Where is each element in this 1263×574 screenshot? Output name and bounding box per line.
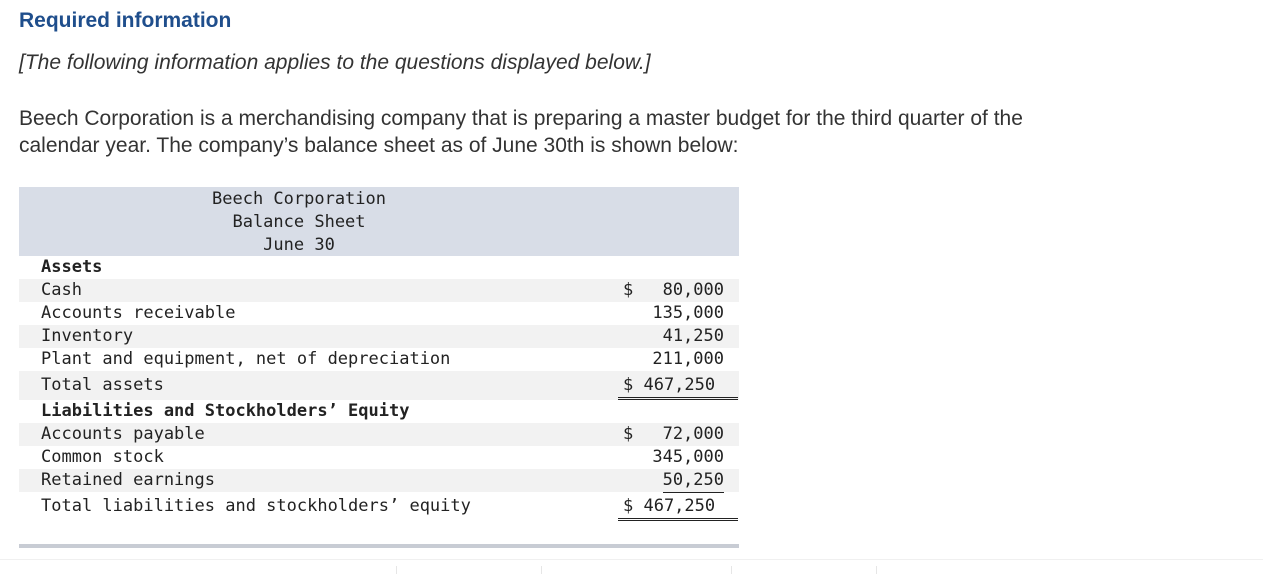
row-label: Retained earnings [41,470,215,490]
applies-note: [The following information applies to the questions displayed below.] [19,51,651,74]
total-liabilities-row [19,492,739,521]
row-amount: 72,000 [662,424,724,444]
row-label: Common stock [41,447,164,467]
row-label: Accounts receivable [41,303,236,323]
row-amount: 135,000 [652,303,724,323]
intro-paragraph [19,105,1199,159]
required-information-title: Required information [19,9,232,32]
table-row [19,423,739,446]
liabilities-heading: Liabilities and Stockholders’ Equity [41,401,410,421]
table-row [19,279,739,302]
intro-line-2: calendar year. The company’s balance sheet as of June 30th is shown below: [19,134,739,157]
row-amount: 80,000 [662,280,724,300]
total-assets-label: Total assets [41,375,164,395]
total-assets-value: $ 467,250 [623,375,716,395]
row-label: Accounts payable [41,424,205,444]
table-row [19,446,739,469]
divider-tick [541,566,542,574]
dollar-sign: $ [623,280,634,300]
assets-heading: Assets [41,257,103,277]
row-amount: 50,250 [663,469,724,493]
page-divider [0,559,1263,560]
table-row [19,325,739,348]
balance-sheet-table [19,187,739,521]
row-label: Inventory [41,326,134,346]
table-row [19,348,739,371]
row-amount: 345,000 [652,447,724,467]
row-label: Cash [41,280,82,300]
row-label: Plant and equipment, net of depreciation [41,349,451,369]
table-bottom-border [19,544,739,548]
divider-tick [396,566,397,574]
intro-line-1: Beech Corporation is a merchandising company that is preparing a master budget for the third quarter of the [19,107,1023,130]
company-name: Beech Corporation [212,189,386,209]
liabilities-heading-row [19,400,739,423]
statement-name: Balance Sheet [232,212,366,232]
table-row [19,302,739,325]
statement-date: June 30 [263,235,335,255]
row-amount: 211,000 [652,348,724,372]
dollar-sign: $ [623,424,634,444]
divider-tick [731,566,732,574]
total-liabilities-label: Total liabilities and stockholders’ equity [41,496,471,516]
assets-heading-row [19,256,739,279]
table-row [19,469,739,492]
total-assets-row [19,371,739,400]
divider-tick [876,566,877,574]
total-liabilities-value: $ 467,250 [623,496,716,516]
balance-sheet-header [19,187,739,256]
row-amount: 41,250 [662,326,724,346]
